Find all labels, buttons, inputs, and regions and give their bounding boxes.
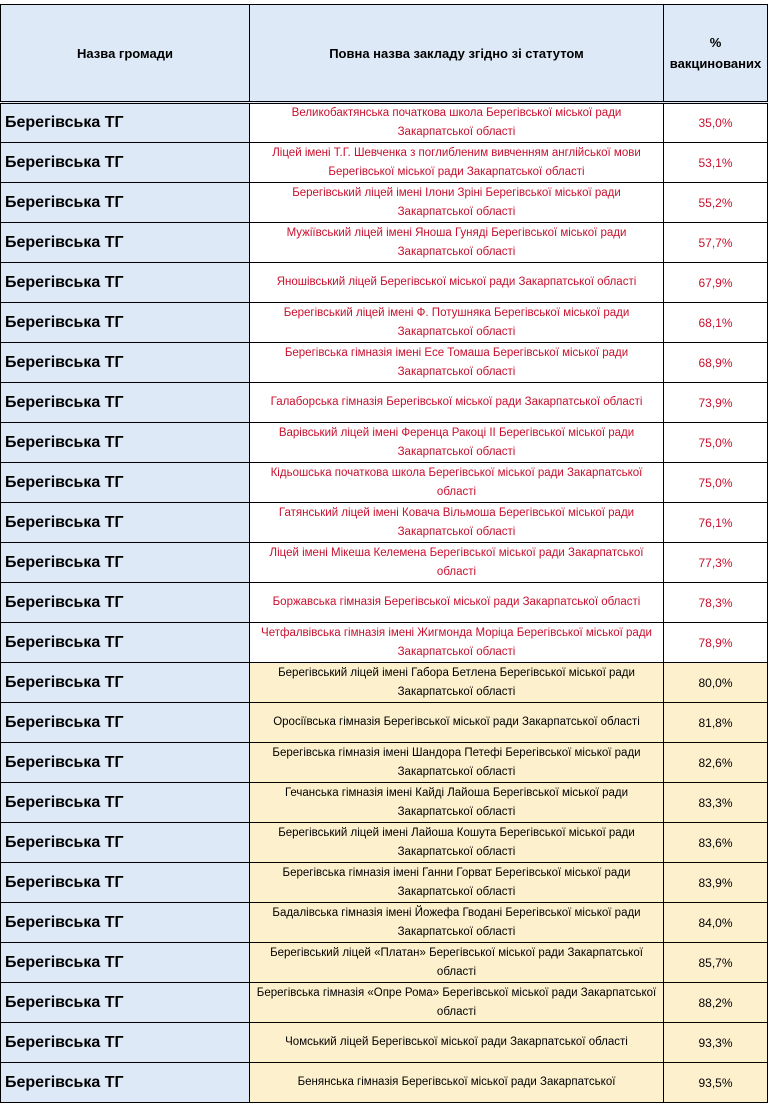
table-row: [1, 663, 768, 703]
community-cell: Берегівська ТГ: [1, 463, 250, 503]
percent-cell: 83,3%: [664, 783, 768, 823]
table-header-row: [1, 5, 768, 103]
table-row: [1, 943, 768, 983]
percent-cell: 93,3%: [664, 1023, 768, 1063]
percent-cell: 81,8%: [664, 703, 768, 743]
table-row: [1, 183, 768, 223]
institution-cell: Четфалвівська гімназія імені Жигмонда Моріца Берегівської міської ради Закарпатської області: [250, 623, 664, 663]
table-row: [1, 103, 768, 143]
percent-cell: 57,7%: [664, 223, 768, 263]
institution-cell: Варівський ліцей імені Ференца Ракоці ІІ Берегівської міської ради Закарпатської області: [250, 423, 664, 463]
percent-cell: 88,2%: [664, 983, 768, 1023]
table-row: [1, 903, 768, 943]
community-cell: Берегівська ТГ: [1, 863, 250, 903]
table-row: [1, 343, 768, 383]
percent-cell: 78,3%: [664, 583, 768, 623]
percent-cell: 84,0%: [664, 903, 768, 943]
percent-cell: 78,9%: [664, 623, 768, 663]
institution-cell: Берегівська гімназія імені Есе Томаша Берегівської міської ради Закарпатської області: [250, 343, 664, 383]
header-percent-label: вакцинованих: [669, 56, 762, 71]
institution-cell: Берегівська гімназія імені Шандора Петефі Берегівської міської ради Закарпатської області: [250, 743, 664, 783]
community-cell: Берегівська ТГ: [1, 1023, 250, 1063]
percent-cell: 80,0%: [664, 663, 768, 703]
table-row: [1, 503, 768, 543]
percent-cell: 68,9%: [664, 343, 768, 383]
community-cell: Берегівська ТГ: [1, 183, 250, 223]
community-cell: Берегівська ТГ: [1, 983, 250, 1023]
community-cell: Берегівська ТГ: [1, 743, 250, 783]
institution-cell: Берегівська гімназія «Опре Рома» Берегівської міської ради Закарпатської області: [250, 983, 664, 1023]
institution-cell: Яношівський ліцей Берегівської міської ради Закарпатської області: [250, 263, 664, 303]
table-row: [1, 623, 768, 663]
table-row: [1, 863, 768, 903]
table-row: [1, 303, 768, 343]
institution-cell: Гатянський ліцей імені Ковача Вільмоша Берегівської міської ради Закарпатської області: [250, 503, 664, 543]
percent-cell: 73,9%: [664, 383, 768, 423]
community-cell: Берегівська ТГ: [1, 903, 250, 943]
institution-cell: Берегівська гімназія імені Ганни Горват Берегівської міської ради Закарпатської області: [250, 863, 664, 903]
table-row: [1, 143, 768, 183]
header-percent: [664, 5, 768, 103]
table-row: [1, 223, 768, 263]
community-cell: Берегівська ТГ: [1, 543, 250, 583]
community-cell: Берегівська ТГ: [1, 343, 250, 383]
table-row: [1, 463, 768, 503]
percent-cell: 53,1%: [664, 143, 768, 183]
institution-cell: Мужіївський ліцей імені Яноша Гуняді Берегівської міської ради Закарпатської області: [250, 223, 664, 263]
vaccination-table: [0, 4, 768, 1103]
institution-cell: Кідьошська початкова школа Берегівської міської ради Закарпатської області: [250, 463, 664, 503]
percent-cell: 35,0%: [664, 103, 768, 143]
header-percent-symbol: %: [709, 35, 722, 50]
percent-cell: 67,9%: [664, 263, 768, 303]
institution-cell: Ліцей імені Т.Г. Шевченка з поглибленим вивченням англійської мови Берегівської міської ради Закарпатської області: [250, 143, 664, 183]
community-cell: Берегівська ТГ: [1, 143, 250, 183]
community-cell: Берегівська ТГ: [1, 623, 250, 663]
percent-cell: 76,1%: [664, 503, 768, 543]
percent-cell: 55,2%: [664, 183, 768, 223]
table-row: [1, 783, 768, 823]
table-row: [1, 383, 768, 423]
percent-cell: 77,3%: [664, 543, 768, 583]
percent-cell: 85,7%: [664, 943, 768, 983]
community-cell: Берегівська ТГ: [1, 303, 250, 343]
table-row: [1, 743, 768, 783]
institution-cell: Боржавська гімназія Берегівської міської ради Закарпатської області: [250, 583, 664, 623]
institution-cell: Оросіївська гімназія Берегівської міської ради Закарпатської області: [250, 703, 664, 743]
community-cell: Берегівська ТГ: [1, 943, 250, 983]
institution-cell: Бенянська гімназія Берегівської міської ради Закарпатської: [250, 1063, 664, 1103]
institution-cell: Берегівський ліцей «Платан» Берегівської міської ради Закарпатської області: [250, 943, 664, 983]
table-row: [1, 263, 768, 303]
community-cell: Берегівська ТГ: [1, 383, 250, 423]
table-row: [1, 583, 768, 623]
percent-cell: 93,5%: [664, 1063, 768, 1103]
community-cell: Берегівська ТГ: [1, 783, 250, 823]
table-body: [1, 103, 768, 1103]
institution-cell: Берегівський ліцей імені Ілони Зріні Берегівської міської ради Закарпатської області: [250, 183, 664, 223]
institution-cell: Великобактянська початкова школа Берегівської міської ради Закарпатської області: [250, 103, 664, 143]
community-cell: Берегівська ТГ: [1, 223, 250, 263]
percent-cell: 83,9%: [664, 863, 768, 903]
percent-cell: 68,1%: [664, 303, 768, 343]
community-cell: Берегівська ТГ: [1, 263, 250, 303]
percent-cell: 83,6%: [664, 823, 768, 863]
institution-cell: Ліцей імені Мікеша Келемена Берегівської міської ради Закарпатської області: [250, 543, 664, 583]
table-row: [1, 983, 768, 1023]
community-cell: Берегівська ТГ: [1, 583, 250, 623]
table-row: [1, 543, 768, 583]
percent-cell: 75,0%: [664, 423, 768, 463]
community-cell: Берегівська ТГ: [1, 663, 250, 703]
percent-cell: 75,0%: [664, 463, 768, 503]
institution-cell: Берегівський ліцей імені Габора Бетлена Берегівської міської ради Закарпатської області: [250, 663, 664, 703]
header-institution: Повна назва закладу згідно зі статутом: [250, 5, 664, 103]
table-row: [1, 703, 768, 743]
header-community: Назва громади: [1, 5, 250, 103]
institution-cell: Гечанська гімназія імені Кайді Лайоша Берегівської міської ради Закарпатської області: [250, 783, 664, 823]
institution-cell: Галаборська гімназія Берегівської міської ради Закарпатської області: [250, 383, 664, 423]
table-row: [1, 823, 768, 863]
institution-cell: Берегівський ліцей імені Лайоша Кошута Берегівської міської ради Закарпатської області: [250, 823, 664, 863]
community-cell: Берегівська ТГ: [1, 1063, 250, 1103]
institution-cell: Бадалівська гімназія імені Йожефа Гводані Берегівської міської ради Закарпатської області: [250, 903, 664, 943]
community-cell: Берегівська ТГ: [1, 703, 250, 743]
table-row: [1, 1023, 768, 1063]
community-cell: Берегівська ТГ: [1, 823, 250, 863]
community-cell: Берегівська ТГ: [1, 423, 250, 463]
table-row: [1, 423, 768, 463]
community-cell: Берегівська ТГ: [1, 103, 250, 143]
percent-cell: 82,6%: [664, 743, 768, 783]
institution-cell: Чомський ліцей Берегівської міської ради Закарпатської області: [250, 1023, 664, 1063]
institution-cell: Берегівський ліцей імені Ф. Потушняка Берегівської міської ради Закарпатської області: [250, 303, 664, 343]
community-cell: Берегівська ТГ: [1, 503, 250, 543]
table-row: [1, 1063, 768, 1103]
